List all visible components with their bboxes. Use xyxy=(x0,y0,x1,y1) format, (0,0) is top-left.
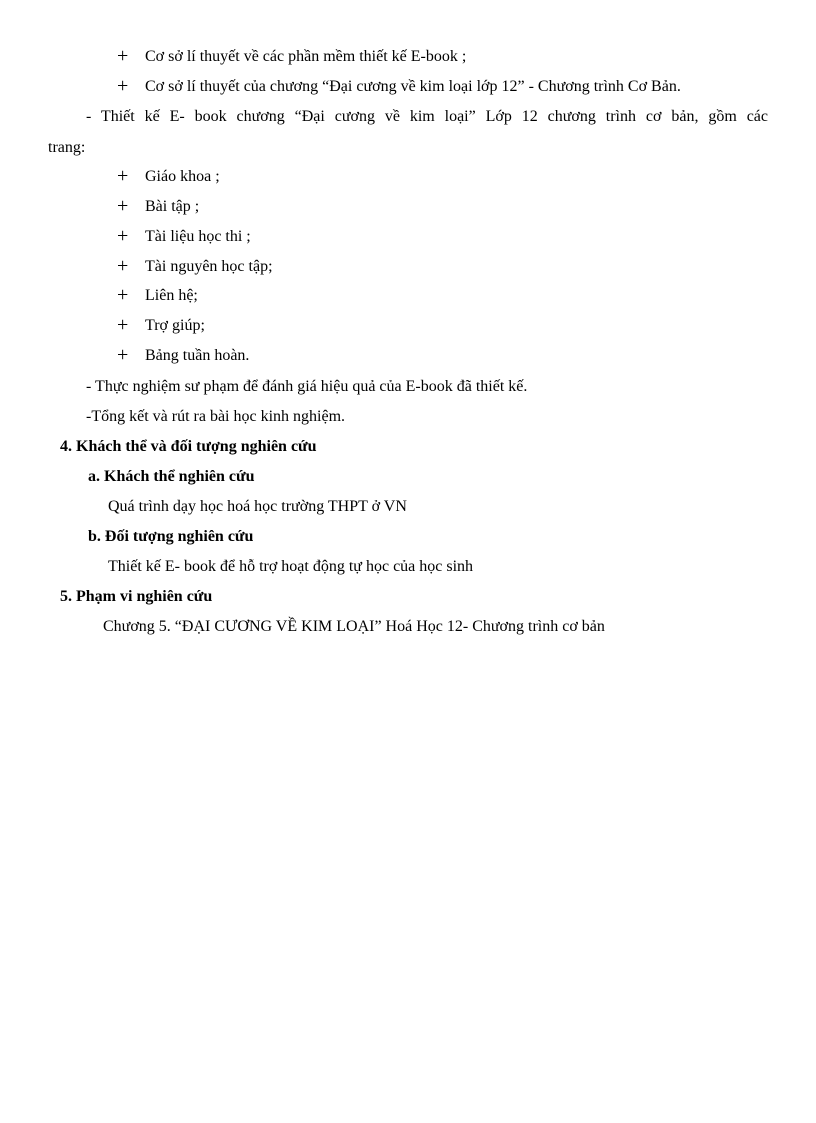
section-4-heading: 4. Khách thể và đối tượng nghiên cứu xyxy=(60,438,317,455)
page-list-item xyxy=(117,197,199,217)
theory-item-text: Cơ sở lí thuyết của chương “Đại cương về kim loại lớp 12” - Chương trình Cơ Bản. xyxy=(145,78,681,95)
section-4a-text: Quá trình dạy học hoá học trường THPT ở VN xyxy=(108,498,407,515)
page-list-item xyxy=(117,227,251,247)
page-list-item xyxy=(117,346,249,366)
section-5-text: Chương 5. “ĐẠI CƯƠNG VỀ KIM LOẠI” Hoá Học 12- Chương trình cơ bản xyxy=(103,618,605,635)
page-list-item xyxy=(117,167,220,187)
plus-bullet-icon: + xyxy=(117,165,129,187)
page-list-item-text: Bảng tuần hoàn. xyxy=(145,347,250,364)
plus-bullet-icon: + xyxy=(117,284,129,306)
experiment-line: - Thực nghiệm sư phạm để đánh giá hiệu quả của E-book đã thiết kế. xyxy=(86,378,528,395)
page-list-item-text: Bài tập ; xyxy=(145,198,200,215)
section-5-heading: 5. Phạm vi nghiên cứu xyxy=(60,588,213,605)
page-list-item-text: Tài liệu học thi ; xyxy=(145,228,251,245)
section-4b-heading: b. Đối tượng nghiên cứu xyxy=(88,528,254,545)
page-list-item-text: Tài nguyên học tập; xyxy=(145,258,273,275)
theory-item-text: Cơ sở lí thuyết về các phần mềm thiết kế E-book ; xyxy=(145,48,467,65)
plus-bullet-icon: + xyxy=(117,225,129,247)
page-list-item-text: Trợ giúp; xyxy=(145,317,205,334)
plus-bullet-icon: + xyxy=(117,255,129,277)
theory-item xyxy=(117,47,466,67)
design-intro-line: - Thiết kế E- book chương “Đại cương về kim loại” Lớp 12 chương trình cơ bản, gồm các xyxy=(86,108,768,125)
section-4b-text: Thiết kế E- book để hỗ trợ hoạt động tự học của học sinh xyxy=(108,558,474,575)
theory-item xyxy=(117,77,681,97)
plus-bullet-icon: + xyxy=(117,344,129,366)
page-list-item xyxy=(117,286,198,306)
plus-bullet-icon: + xyxy=(117,314,129,336)
page-list-item xyxy=(117,257,273,277)
design-intro-continuation: trang: xyxy=(48,139,86,156)
section-4a-heading: a. Khách thể nghiên cứu xyxy=(88,468,255,485)
plus-bullet-icon: + xyxy=(117,195,129,217)
plus-bullet-icon: + xyxy=(117,75,129,97)
plus-bullet-icon: + xyxy=(117,45,129,67)
page-list-item-text: Giáo khoa ; xyxy=(145,168,220,185)
summary-line: -Tổng kết và rút ra bài học kinh nghiệm. xyxy=(86,408,346,425)
page-list-item-text: Liên hệ; xyxy=(145,287,198,304)
page-list-item xyxy=(117,316,205,336)
